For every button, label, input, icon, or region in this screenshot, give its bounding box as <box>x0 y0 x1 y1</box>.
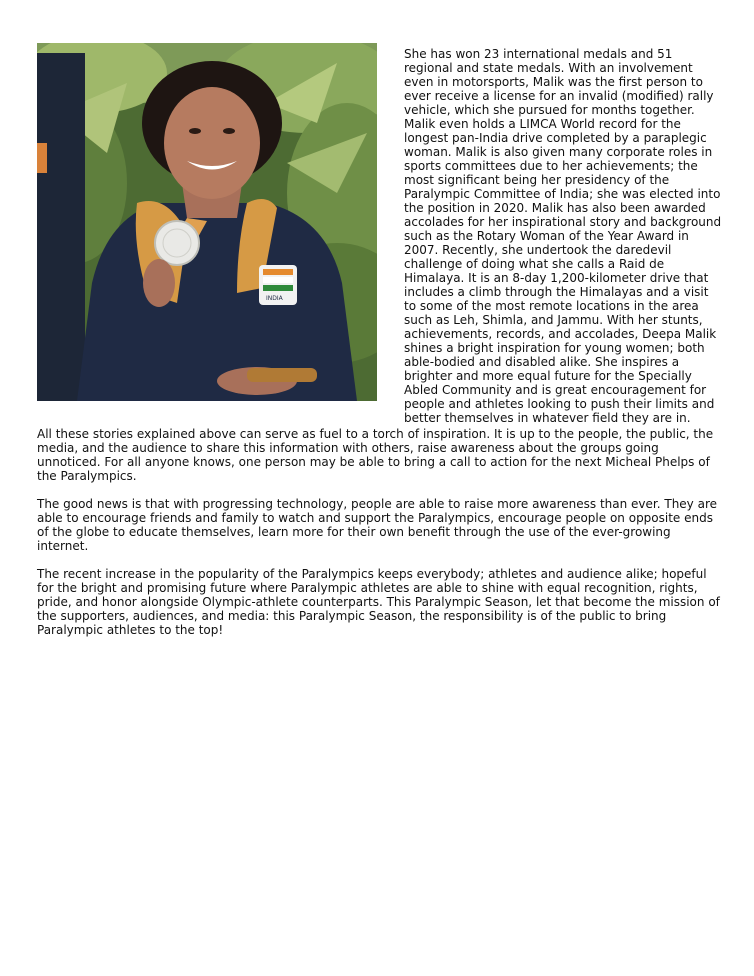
article-body <box>37 427 721 651</box>
athlete-photo <box>37 43 377 401</box>
paragraph-inspiration: All these stories explained above can serve as fuel to a torch of inspiration. It is up to the people, the public, the media, and the audience to share this information with others, raise awareness about the groups going unnoticed. For all anyone knows, one person may be able to bring a call to action for the next Micheal Phelps of the Paralympics. <box>37 427 714 483</box>
side-paragraph: She has won 23 international medals and 51 regional and state medals. With an involvement even in motorsports, Malik was the first person to ever receive a license for an invalid (modified) rally vehicle, which she pursued for months together. Malik even holds a LIMCA World record for the longest pan-India drive completed by a paraplegic woman. Malik is also given many corporate roles in sports committees due to her achievements; the most significant being her presidency of the Paralympic Committee of India; she was elected into the position in 2020. Malik has also been awarded accolades for her inspirational story and background such as the Rotary Woman of the Year Award in 2007. Recently, she undertook the daredevil challenge of doing what she calls a Raid de Himalaya. It is an 8-day 1,200-kilometer drive that includes a climb through the Himalayas and a visit to some of the most remote locations in the area such as Leh, Shimla, and Jammu. With her stunts, achievements, records, and accolades, Deepa Malik shines a bright inspiration for young women; both able-bodied and disabled alike. She inspires a brighter and more equal future for the Specially Abled Community and is great encouragement for people and athletes looking to push their limits and better themselves in whatever field they are in. <box>404 47 722 425</box>
jacket-patch-text: INDIA <box>266 295 283 302</box>
paragraph-technology: The good news is that with progressing technology, people are able to raise more awareness than ever. They are able to encourage friends and family to watch and support the Paralympics, encourage people on opposite ends of the globe to educate themselves, learn more for their own benefit through the use of the ever-growing internet. <box>37 497 718 553</box>
paragraph-popularity: The recent increase in the popularity of the Paralympics keeps everybody; athletes and audience alike; hopeful for the bright and promising future where Paralympic athletes are able to shine with equal recognition, rights, pride, and honor alongside Olympic-athlete counterparts. This Paralympic Season, let that become the mission of the supporters, audiences, and media: this Paralympic Season, the responsibility is of the public to bring Paralympic athletes to the top! <box>37 567 720 637</box>
